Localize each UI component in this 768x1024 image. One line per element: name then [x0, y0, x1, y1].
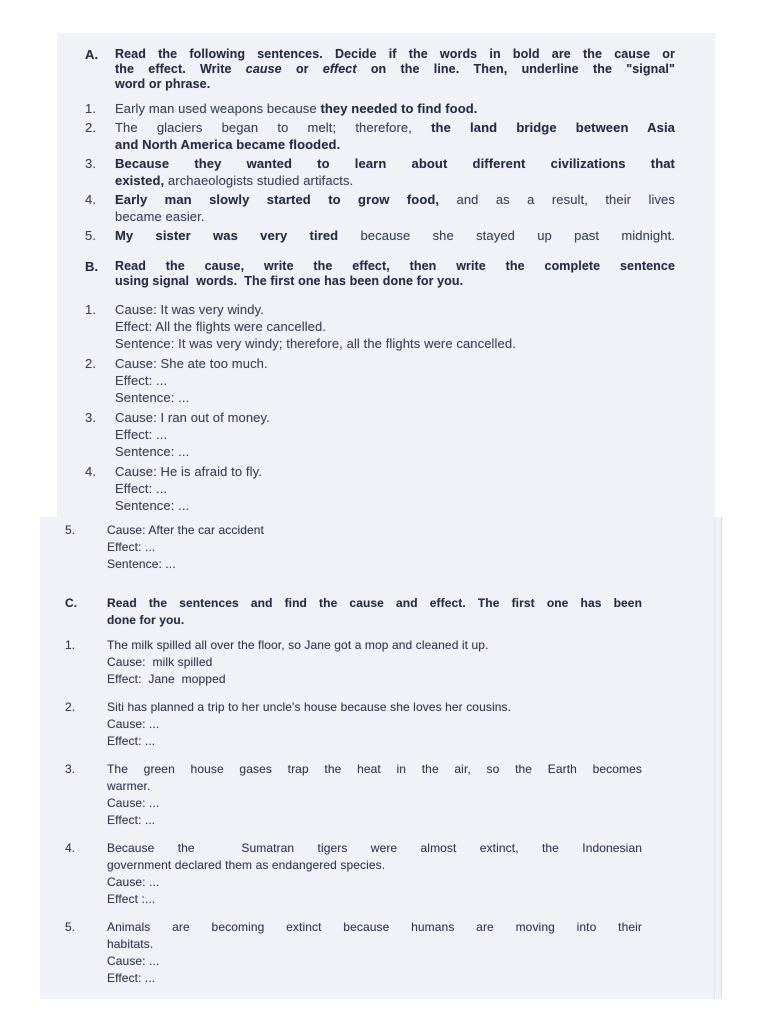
effect-line: Effect: ... [107, 540, 156, 554]
item-text [115, 355, 675, 406]
exercise-item-c4 [65, 840, 721, 908]
exercise-item-a1 [85, 100, 715, 117]
text-line [115, 62, 675, 77]
exercise-item-b4 [85, 463, 715, 514]
item-text [107, 761, 642, 829]
text-line [115, 136, 675, 153]
sentence-line: Siti has planned a trip to her uncle's house because she loves her cousins. [107, 700, 512, 714]
text-line [115, 47, 675, 62]
sentence-line: Because the Sumatran tigers were almost extinct, the Indonesian [107, 841, 642, 855]
worksheet-scan-top [57, 33, 715, 517]
item-text [115, 155, 675, 189]
item-number: 5. [65, 920, 76, 934]
item-text [107, 699, 642, 750]
text-segment: Early man used weapons because [115, 101, 321, 116]
cause-line: Cause: I ran out of money. [115, 410, 270, 425]
exercise-item-c1 [65, 637, 721, 688]
item-number: 5. [85, 228, 97, 243]
cause-line: Cause: ... [107, 875, 160, 889]
exercise-item-c5 [65, 919, 721, 987]
sentence-line: Animals are becoming extinct because humans are moving into their [107, 920, 642, 934]
sentence-line: Sentence: ... [107, 557, 176, 571]
item-number: 4. [85, 192, 97, 207]
item-number: 2. [65, 700, 76, 714]
effect-line: Effect: ... [107, 971, 156, 985]
bold-text-segment: and North America became flooded. [115, 137, 341, 152]
cause-line: Cause: milk spilled [107, 655, 213, 669]
bold-text-segment: My sister was very tired [115, 228, 339, 243]
item-number: 1. [85, 101, 97, 116]
section-label: C. [65, 596, 78, 610]
text-line [115, 100, 675, 117]
text-segment: the effect. Write [115, 62, 246, 76]
item-text [115, 301, 675, 352]
exercise-item-a5 [85, 227, 715, 244]
item-text [107, 919, 642, 987]
text-line [115, 259, 675, 274]
effect-line: Effect: ... [107, 813, 156, 827]
item-text [115, 227, 675, 244]
italic-term: cause [245, 62, 282, 76]
item-text [115, 100, 675, 117]
item-text [107, 522, 642, 573]
text-line [107, 612, 642, 629]
text-segment: became easier. [115, 209, 205, 224]
item-number: 5. [65, 523, 76, 537]
bold-text-segment: Because they wanted to learn about different civilizations that [115, 156, 675, 171]
section-instructions [107, 595, 642, 629]
item-text [115, 463, 675, 514]
item-number: 3. [65, 762, 76, 776]
cause-line: Cause: After the car accident [107, 523, 264, 537]
sentence-line: The green house gases trap the heat in the air, so the Earth becomes [107, 762, 642, 776]
text-line [107, 595, 642, 612]
text-segment: Read the sentences and find the cause and effect. The first one has been [107, 596, 642, 610]
text-line [115, 191, 675, 208]
effect-line: Effect: Jane mopped [107, 672, 226, 686]
item-number: 2. [85, 356, 97, 371]
text-line [115, 77, 675, 92]
sentence-line: The milk spilled all over the floor, so Jane got a mop and cleaned it up. [107, 638, 489, 652]
text-line [115, 208, 675, 225]
section-b-header [85, 259, 715, 289]
text-line [115, 172, 675, 189]
section-instructions [115, 47, 675, 92]
bold-text-segment: existed, [115, 173, 165, 188]
exercise-item-a3 [85, 155, 715, 189]
item-text [115, 409, 675, 460]
sentence-line: Sentence: It was very windy; therefore, all the flights were cancelled. [115, 336, 516, 351]
sentence-line: habitats. [107, 937, 154, 951]
text-line [115, 227, 675, 244]
cause-line: Cause: She ate too much. [115, 356, 268, 371]
text-segment: The glaciers began to melt; therefore, [115, 120, 432, 135]
text-line [115, 274, 675, 289]
item-number: 1. [65, 638, 76, 652]
item-number: 4. [65, 841, 76, 855]
effect-line: Effect :... [107, 892, 156, 906]
cause-line: Cause: It was very windy. [115, 302, 264, 317]
exercise-item-c3 [65, 761, 721, 829]
cause-line: Cause: He is afraid to fly. [115, 464, 262, 479]
text-line [115, 155, 675, 172]
effect-line: Effect: ... [115, 481, 168, 496]
section-c-header [65, 595, 721, 629]
cause-line: Cause: ... [107, 717, 160, 731]
exercise-item-a4 [85, 191, 715, 225]
text-segment: or [281, 62, 323, 76]
text-segment: word or phrase. [115, 77, 211, 91]
text-line [115, 119, 675, 136]
text-segment: done for you. [107, 613, 185, 627]
item-number: 2. [85, 120, 97, 135]
section-instructions [115, 259, 675, 289]
exercise-item-b3 [85, 409, 715, 460]
text-segment: Read the cause, write the effect, then write the complete sentence [115, 259, 675, 273]
cause-line: Cause: ... [107, 796, 160, 810]
text-segment: and as a result, their lives [439, 192, 675, 207]
sentence-line: Sentence: ... [115, 444, 190, 459]
sentence-line: Sentence: ... [115, 498, 190, 513]
sentence-line: government declared them as endangered species. [107, 858, 386, 872]
item-text [107, 840, 642, 908]
bold-text-segment: they needed to find food. [320, 101, 478, 116]
exercise-item-c2 [65, 699, 721, 750]
item-number: 4. [85, 464, 97, 479]
text-segment: Read the following sentences. Decide if the words in bold are the cause or [115, 47, 675, 61]
sentence-line: Sentence: ... [115, 390, 190, 405]
effect-line: Effect: ... [115, 427, 168, 442]
effect-line: Effect: All the flights were cancelled. [115, 319, 327, 334]
italic-term: effect [322, 62, 357, 76]
effect-line: Effect: ... [107, 734, 156, 748]
text-segment: on the line. Then, underline the "signal" [356, 62, 675, 76]
bold-text-segment: the land bridge between Asia [431, 120, 676, 135]
text-segment: because she stayed up past midnight. [338, 228, 675, 243]
exercise-item-a2 [85, 119, 715, 153]
cause-line: Cause: ... [107, 954, 160, 968]
section-a-header [85, 47, 715, 92]
item-number: 3. [85, 410, 97, 425]
exercise-item-b2 [85, 355, 715, 406]
exercise-item-b1 [85, 301, 715, 352]
worksheet-scan-bottom [40, 517, 722, 999]
text-segment: archaeologists studied artifacts. [164, 173, 354, 188]
section-label: B. [85, 259, 99, 274]
section-label: A. [85, 47, 99, 62]
sentence-line: warmer. [107, 779, 151, 793]
effect-line: Effect: ... [115, 373, 168, 388]
exercise-item-b5 [65, 522, 721, 573]
bold-text-segment: Early man slowly started to grow food, [115, 192, 440, 207]
item-text [115, 191, 675, 225]
item-text [115, 119, 675, 153]
item-text [107, 637, 642, 688]
item-number: 3. [85, 156, 97, 171]
text-segment: using signal words. The first one has been done for you. [115, 274, 464, 288]
item-number: 1. [85, 302, 97, 317]
